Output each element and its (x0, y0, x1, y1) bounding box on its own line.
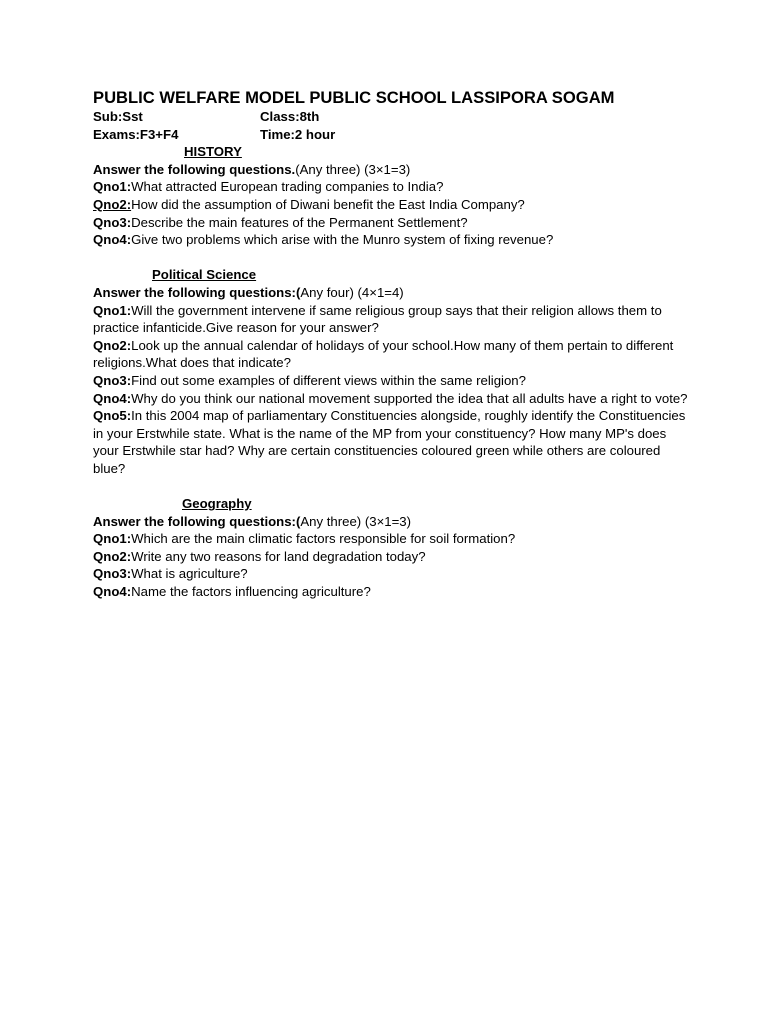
meta-row-2 (93, 126, 693, 144)
history-question-2 (93, 196, 693, 214)
history-question-3 (93, 214, 693, 232)
history-instruction-rest: (Any three) (3×1=3) (295, 161, 411, 177)
question-label: Qno4: (93, 584, 132, 600)
question-text: Look up the annual calendar of holidays of your school.How many of them pertain to different religions.What does that indicate? (93, 337, 674, 371)
question-label: Qno1: (93, 531, 132, 547)
geography-instruction-bold: Answer the following questions:( (93, 513, 301, 529)
question-label: Qno1: (93, 302, 132, 318)
question-label: Qno3: (93, 372, 132, 388)
school-title: PUBLIC WELFARE MODEL PUBLIC SCHOOL LASSIPORA SOGAM (93, 88, 615, 107)
question-label: Qno3: (93, 214, 132, 230)
question-label: Qno2: (93, 196, 132, 212)
meta-row-1 (93, 108, 693, 126)
question-text: Will the government intervene if same religious group says that their religion allows them to practice infanticide.Give reason for your answer? (93, 302, 662, 336)
question-text: In this 2004 map of parliamentary Constituencies alongside, roughly identify the Constituencies in your Erstwhile state. What is the name of the MP from your constituency? How many MP's does your Erstwhile star had? Why are certain constituencies coloured green while others are coloured blue? (93, 408, 686, 476)
polsci-heading: Political Science (152, 267, 257, 283)
polsci-instruction (93, 284, 693, 302)
polsci-question-4 (93, 390, 693, 408)
question-text: Write any two reasons for land degradation today? (131, 548, 426, 564)
geography-question-3 (93, 565, 693, 583)
history-question-1 (93, 178, 693, 196)
subject-label: Sub:Sst (93, 109, 143, 124)
question-text: Why do you think our national movement supported the idea that all adults have a right to vote? (131, 390, 688, 406)
question-text: What is agriculture? (131, 566, 248, 582)
geography-question-2 (93, 548, 693, 566)
polsci-question-1 (93, 302, 693, 337)
question-text: What attracted European trading companies to India? (131, 179, 444, 195)
polsci-instruction-rest: Any four) (4×1=4) (300, 284, 404, 300)
question-text: How did the assumption of Diwani benefit the East India Company? (131, 196, 525, 212)
history-instruction-bold: Answer the following questions. (93, 161, 296, 177)
question-label: Qno4: (93, 390, 132, 406)
polsci-question-5 (93, 407, 693, 477)
question-text: Describe the main features of the Permanent Settlement? (131, 214, 468, 230)
question-label: Qno2: (93, 337, 132, 353)
time-label: Time:2 hour (260, 126, 336, 142)
question-text: Find out some examples of different views within the same religion? (131, 372, 526, 388)
geography-question-1 (93, 530, 693, 548)
spacer (93, 477, 693, 495)
history-question-4 (93, 231, 693, 249)
history-instruction (93, 161, 693, 179)
exams-label: Exams:F3+F4 (93, 126, 179, 142)
question-label: Qno5: (93, 408, 132, 424)
question-label: Qno3: (93, 566, 132, 582)
history-heading: HISTORY (184, 144, 242, 160)
polsci-instruction-bold: Answer the following questions:( (93, 284, 301, 300)
question-text: Give two problems which arise with the Munro system of fixing revenue? (131, 232, 554, 248)
polsci-question-3 (93, 372, 693, 390)
geography-heading: Geography (182, 496, 252, 512)
geography-question-4 (93, 583, 693, 601)
document-content (93, 88, 693, 601)
polsci-question-2 (93, 337, 693, 372)
question-label: Qno4: (93, 232, 132, 248)
geography-instruction (93, 513, 693, 531)
question-label: Qno1: (93, 179, 132, 195)
question-label: Qno2: (93, 548, 132, 564)
question-text: Which are the main climatic factors responsible for soil formation? (131, 531, 516, 547)
geography-instruction-rest: Any three) (3×1=3) (300, 513, 412, 529)
class-label: Class:8th (260, 109, 320, 124)
question-text: Name the factors influencing agriculture? (131, 584, 371, 600)
spacer (93, 249, 693, 267)
